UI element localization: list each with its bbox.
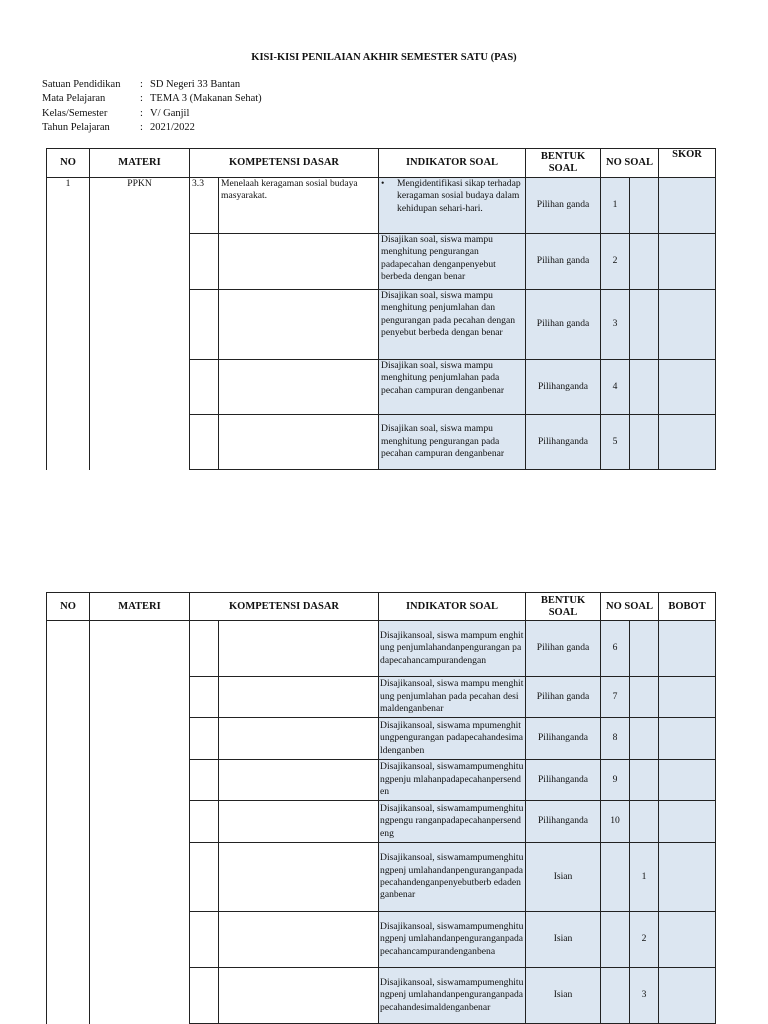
indikator-cell: Disajikan soal, siswa mampu menghitung penjumlahan pada pecahan campuran denganbenar [379,360,526,415]
header-bentuk-soal: BENTUK SOAL [526,149,601,178]
kd-text [219,234,379,290]
kd-number [190,968,219,1024]
header-row [47,593,716,621]
indikator-cell: Disajikan soal, siswa mampu menghitung pengurangan pada pecahan campuran denganbenar [379,415,526,470]
header-row [47,149,716,178]
bentuk-soal-cell: Pilihan ganda [526,621,601,677]
indikator-cell: Disajikansoal, siswamampumenghitungpenj umlahandanpenguranganpada pecahancampurandenganbena [379,912,526,968]
indikator-cell: Disajikansoal, siswamampumenghitungpenj umlahandanpenguranganpada pecahandesimaldenganbenar [379,968,526,1024]
kd-text [219,290,379,360]
header-indikator-soal: INDIKATOR SOAL [379,593,526,621]
info-row-satuan [42,78,262,92]
kd-number [190,718,219,760]
kd-number [190,621,219,677]
no-soal-pg-cell: 1 [601,178,630,234]
bobot-cell [659,760,716,801]
bullet-icon: • [381,178,385,189]
info-label: Satuan Pendidikan [42,79,121,90]
indikator-cell: Disajikansoal, siswamampumenghitungpenju mlahanpadapecahanpersenden [379,760,526,801]
no-soal-pg-cell: 6 [601,621,630,677]
kd-text [219,415,379,470]
kd-text [219,760,379,801]
bobot-cell [659,912,716,968]
header-kompetensi-dasar: KOMPETENSI DASAR [190,149,379,178]
indikator-cell [379,178,526,234]
bentuk-soal-cell: Pilihanganda [526,360,601,415]
bentuk-soal-cell: Isian [526,968,601,1024]
info-value: V/ Ganjil [150,107,190,119]
kd-number: 3.3 [190,178,219,234]
kd-text [219,360,379,415]
info-label: Kelas/Semester [42,107,108,119]
no-soal-pg-cell [601,912,630,968]
row-number [47,621,90,1024]
skor-cell [659,415,716,470]
info-label: Tahun Pelajaran [42,121,110,133]
no-soal-isian-cell [630,677,659,718]
indikator-cell: Disajikansoal, siswa mampu menghitung penjumlahan pada pecahan desimaldenganbenar [379,677,526,718]
kd-number [190,290,219,360]
skor-cell [659,360,716,415]
bobot-cell [659,843,716,912]
kd-text [219,621,379,677]
kd-number [190,843,219,912]
no-soal-pg-cell: 10 [601,801,630,843]
bobot-cell [659,621,716,677]
no-soal-isian-cell [630,178,659,234]
no-soal-isian-cell [630,718,659,760]
info-value: SD Negeri 33 Bantan [150,79,241,90]
kd-number [190,801,219,843]
header-no: NO [47,149,90,178]
no-soal-pg-cell: 8 [601,718,630,760]
kd-text [219,801,379,843]
grid-table-2 [46,592,716,1024]
kd-number [190,912,219,968]
bentuk-soal-cell: Pilihanganda [526,718,601,760]
bobot-cell [659,968,716,1024]
no-soal-isian-cell: 3 [630,968,659,1024]
info-value: 2021/2022 [150,121,195,133]
skor-cell [659,234,716,290]
bentuk-soal-cell: Isian [526,843,601,912]
no-soal-pg-cell: 4 [601,360,630,415]
info-block [42,78,262,135]
skor-cell [659,290,716,360]
info-separator: : [140,93,143,105]
bobot-cell [659,718,716,760]
no-soal-isian-cell [630,415,659,470]
kd-text: Menelaah keragaman sosial budaya masyarakat. [219,178,379,234]
no-soal-isian-cell [630,621,659,677]
no-soal-pg-cell: 2 [601,234,630,290]
row-number: 1 [47,178,90,470]
kd-text [219,843,379,912]
kd-number [190,677,219,718]
info-label: Mata Pelajaran [42,93,106,105]
no-soal-isian-cell: 2 [630,912,659,968]
no-soal-isian-cell [630,360,659,415]
no-soal-isian-cell [630,234,659,290]
info-row-kelas [42,107,262,121]
bobot-cell [659,801,716,843]
table-row [47,178,716,234]
kd-text [219,912,379,968]
header-bentuk-soal: BENTUK SOAL [526,593,601,621]
info-value: TEMA 3 (Makanan Sehat) [150,93,262,105]
no-soal-isian-cell: 1 [630,843,659,912]
header-bobot: BOBOT [659,593,716,621]
indikator-cell: Disajikansoal, siswa mampum enghitung penjumlahandanpengurangan padapecahancampurandengan [379,621,526,677]
info-separator: : [140,121,143,133]
header-materi: MATERI [90,593,190,621]
header-indikator-soal: INDIKATOR SOAL [379,149,526,178]
info-row-mapel [42,92,262,106]
bentuk-soal-cell: Pilihan ganda [526,178,601,234]
document-title: KISI-KISI PENILAIAN AKHIR SEMESTER SATU (PAS) [251,52,517,63]
kd-text [219,718,379,760]
header-skor: SKOR [659,149,716,178]
no-soal-pg-cell: 7 [601,677,630,718]
bentuk-soal-cell: Pilihan ganda [526,290,601,360]
indikator-cell: Disajikansoal, siswamampumenghitungpengu ranganpadapecahanpersendeng [379,801,526,843]
bobot-cell [659,677,716,718]
grid-table-1 [46,148,716,470]
kd-number [190,360,219,415]
kd-number [190,234,219,290]
materi-cell [90,621,190,1024]
table-row [47,621,716,677]
info-row-tahun [42,121,262,135]
indikator-text: Mengidentifikasi sikap terhadap keragaman sosial budaya dalam kehidupan sehari-hari. [397,178,521,214]
header-no-soal: NO SOAL [601,593,659,621]
header-no-soal: NO SOAL [601,149,659,178]
header-kompetensi-dasar: KOMPETENSI DASAR [190,593,379,621]
no-soal-pg-cell: 5 [601,415,630,470]
no-soal-isian-cell [630,290,659,360]
info-separator: : [140,107,143,119]
info-separator: : [140,79,143,90]
bentuk-soal-cell: Isian [526,912,601,968]
bentuk-soal-cell: Pilihan ganda [526,234,601,290]
bentuk-soal-cell: Pilihan ganda [526,677,601,718]
indikator-cell: Disajikansoal, siswamampumenghitungpenj umlahandanpenguranganpada pecahandenganpenyebutberb edadenganbenar [379,843,526,912]
kd-number [190,415,219,470]
no-soal-pg-cell: 3 [601,290,630,360]
kd-text [219,968,379,1024]
header-materi: MATERI [90,149,190,178]
no-soal-isian-cell [630,760,659,801]
bentuk-soal-cell: Pilihanganda [526,760,601,801]
kd-text [219,677,379,718]
no-soal-pg-cell: 9 [601,760,630,801]
materi-cell: PPKN [90,178,190,470]
kd-number [190,760,219,801]
skor-cell [659,178,716,234]
indikator-cell: Disajikan soal, siswa mampu menghitung pengurangan padapecahan denganpenyebut berbeda dengan benar [379,234,526,290]
bentuk-soal-cell: Pilihanganda [526,801,601,843]
no-soal-pg-cell [601,968,630,1024]
indikator-cell: Disajikansoal, siswama mpumenghitungpengurangan padapecahandesimaldenganben [379,718,526,760]
header-no: NO [47,593,90,621]
no-soal-pg-cell [601,843,630,912]
no-soal-isian-cell [630,801,659,843]
bentuk-soal-cell: Pilihanganda [526,415,601,470]
indikator-cell: Disajikan soal, siswa mampu menghitung penjumlahan dan pengurangan pada pecahan dengan penyebut berbeda dengan benar [379,290,526,360]
